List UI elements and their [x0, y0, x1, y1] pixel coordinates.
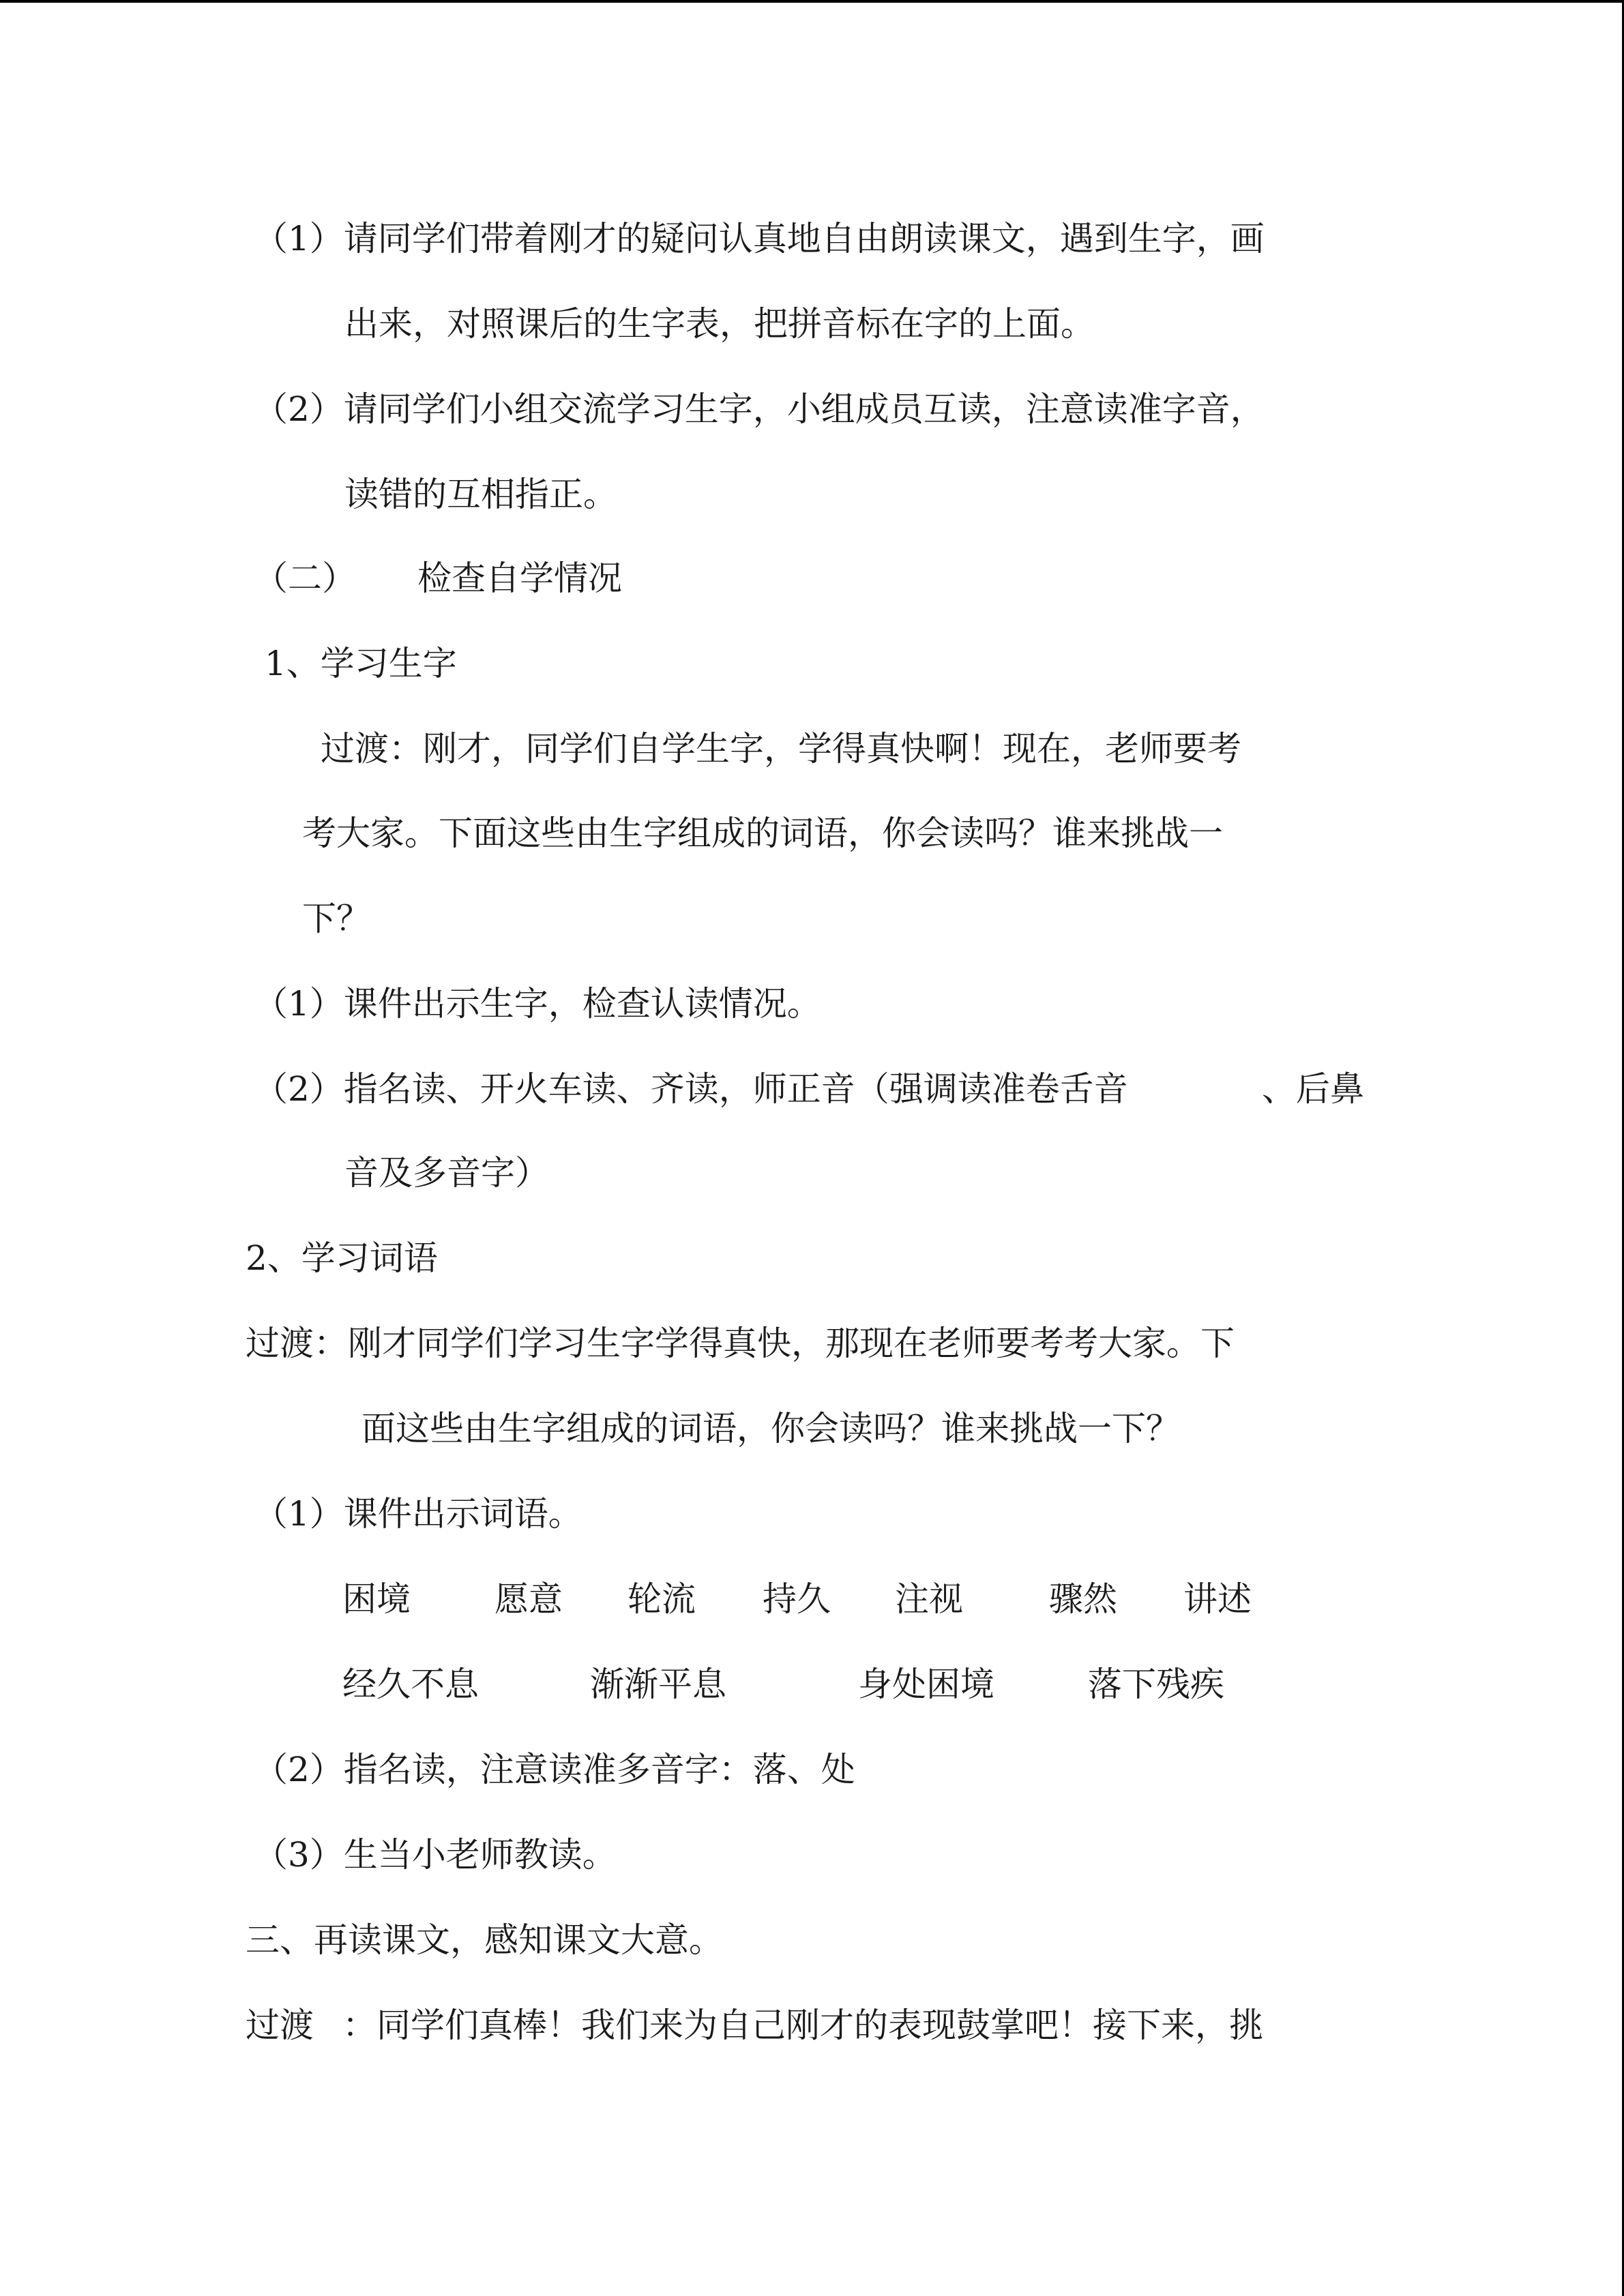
- vocab-word: 骤然: [1049, 1579, 1117, 1619]
- subheading: 2、学习词语: [246, 1238, 438, 1278]
- text-line: （2）指名读、开火车读、齐读，师正音（强调读准卷舌音: [254, 1069, 1128, 1109]
- section-heading: 检查自学情况: [417, 558, 622, 598]
- text-line: （2）请同学们小组交流学习生字，小组成员互读，注意读准字音，: [254, 389, 1265, 429]
- vocab-word: 困境: [342, 1579, 411, 1619]
- text-line: 考大家。下面这些由生字组成的词语，你会读吗？谁来挑战一: [302, 814, 1223, 853]
- vocab-word: 愿意: [494, 1579, 563, 1619]
- text-line: （1）课件出示词语。: [254, 1494, 582, 1534]
- text-line: 面这些由生字组成的词语，你会读吗？谁来挑战一下？: [361, 1409, 1180, 1448]
- vocab-word: 讲述: [1183, 1579, 1252, 1619]
- vocab-word: 注视: [895, 1579, 963, 1619]
- text-line: 过渡：刚才，同学们自学生字，学得真快啊！现在，老师要考: [321, 729, 1241, 769]
- text-line: （3）生当小老师教读。: [254, 1835, 617, 1875]
- vocab-word: 渐渐平息: [590, 1665, 726, 1704]
- text-line: （1）请同学们带着刚才的疑问认真地自由朗读课文，遇到生字，画: [254, 219, 1265, 258]
- section-heading: 三、再读课文，感知课文大意。: [246, 1920, 723, 1960]
- vocab-word: 身处困境: [858, 1665, 994, 1704]
- vocab-word: 经久不息: [342, 1665, 479, 1704]
- vocab-word: 轮流: [628, 1579, 696, 1619]
- text-line: 出来，对照课后的生字表，把拼音标在字的上面。: [344, 304, 1095, 344]
- text-line: （2）指名读，注意读准多音字：落、处: [254, 1750, 855, 1789]
- text-line: ：同学们真棒！我们来为自己刚才的表现鼓掌吧！接下来，挑: [342, 2006, 1263, 2045]
- text-line: 过渡: [246, 2006, 314, 2045]
- vocab-word: 落下残疾: [1088, 1665, 1224, 1704]
- subheading: 1、学习生字: [265, 644, 457, 683]
- text-line: 音及多音字）: [344, 1153, 549, 1193]
- text-line: 、后鼻: [1262, 1069, 1364, 1109]
- text-line: 下？: [302, 899, 370, 938]
- section-number: （二）: [254, 558, 356, 598]
- page-top-border: [0, 0, 1624, 3]
- vocab-word: 持久: [763, 1579, 831, 1619]
- text-line: 读错的互相指正。: [344, 475, 617, 514]
- text-line: 过渡：刚才同学们学习生字学得真快，那现在老师要考考大家。下: [246, 1324, 1235, 1363]
- text-line: （1）课件出示生字，检查认读情况。: [254, 984, 821, 1024]
